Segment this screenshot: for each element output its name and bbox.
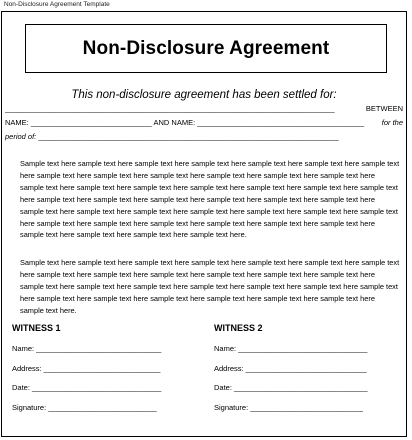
document-caption: Non-Disclosure Agreement Template [4, 1, 110, 8]
witness-2-block [214, 323, 399, 422]
witness-1-address-field: Address: ____________________________ [12, 363, 161, 373]
name-blank-2: ________________________________________ [197, 118, 365, 127]
witness-1-date-field: Date: _______________________________ [12, 383, 162, 392]
witness-2-address-field: Address: _____________________________ [214, 363, 367, 373]
name-label-1: NAME: [5, 118, 29, 127]
period-label: period of: [5, 132, 37, 141]
witness-1-block [12, 323, 197, 422]
between-blank: _______________________________________________________________________________ [5, 104, 335, 113]
for-the-text: for the [381, 118, 403, 127]
name-line [5, 118, 403, 127]
document-page [1, 11, 407, 437]
witness-1-signature-field: Signature: __________________________ [12, 402, 157, 412]
between-word: BETWEEN [365, 104, 403, 113]
period-blank: ________________________________________________________________________ [38, 132, 339, 141]
body-paragraph-2: Sample text here sample text here sample text here sample text here sample text here sample text here sample text here sample text here sample text here sample text here sample text here sample text here sample text here sample text here sample text here sample text here sample text here sample text here sample text here sample text here sample text here sample text here sample text here sample text here sample text here sample text here sample text here. [20, 258, 400, 315]
between-line [5, 104, 403, 113]
witness-2-signature-field: Signature: ___________________________ [214, 402, 363, 412]
witness-2-title: WITNESS 2 [214, 323, 263, 333]
witness-2-date-field: Date: ________________________________ [214, 383, 368, 392]
title-box [25, 24, 387, 73]
period-line [5, 132, 403, 141]
name-blank-1: _____________________________ [30, 118, 152, 127]
body-paragraph-1: Sample text here sample text here sample text here sample text here sample text here sample text here sample text here sample text here sample text here sample text here sample text here sample text here sample text here sample text here sample text here sample text here sample text here sample text here sample text here sample text here sample text here sample text here sample text here sample text here sample text here sample text here sample text here sample text here sample text here sample text here sample text here sample text here sample text here sample text here sample text here sample text here sample text here sample text here sample text here sample text here sample text here sample text here sample text here. [20, 159, 400, 240]
document-title: Non-Disclosure Agreement [82, 37, 330, 59]
witness-1-name-field: Name: ______________________________ [12, 344, 162, 353]
witness-2-name-field: Name: _______________________________ [214, 344, 368, 353]
settled-text: This non-disclosure agreement has been settled for: [71, 89, 337, 101]
witness-1-title: WITNESS 1 [12, 323, 61, 333]
name-label-2: AND NAME: [153, 118, 196, 127]
